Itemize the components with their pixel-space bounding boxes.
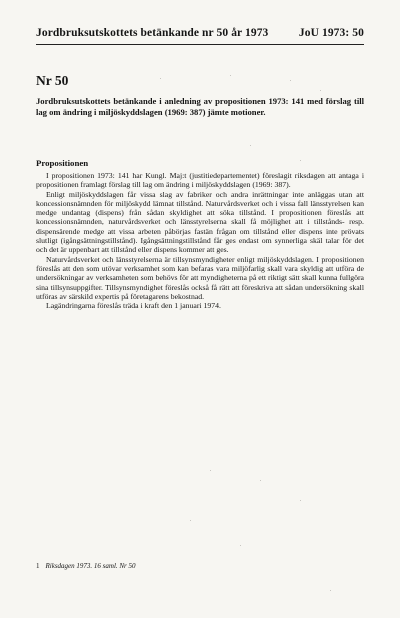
header-document-id: JoU 1973: 50 (298, 27, 364, 39)
paragraph: I propositionen 1973: 141 har Kungl. Maj:t (justitiedepartementet) föreslagit riksdagen att antaga i propositionen framlagt förslag till lag om ändring i miljöskyddslagen (1969: 387). (36, 171, 364, 190)
header-rule (36, 44, 364, 45)
section-body (36, 171, 364, 310)
footnote-text: Riksdagen 1973. 16 saml. Nr 50 (45, 562, 136, 570)
report-title: Jordbruksutskottets betänkande i anledning av propositionen 1973: 141 med förslag till lag om ändring i miljöskyddslagen (1969: 387) jämte motioner. (36, 96, 364, 118)
report-number: Nr 50 (36, 73, 69, 88)
section-heading: Propositionen (36, 158, 89, 168)
page-footnote (36, 562, 136, 570)
running-header (36, 27, 364, 39)
paragraph: Naturvårdsverket och länsstyrelserna är tillsynsmyndigheter enligt miljöskyddslagen. I propositionen föreslås att den som utövar verksamhet som kan befaras vara miljöfarlig skall vara skyldig att utföra de undersökningar av verksamheten som behövs för att myndigheterna på ett riktigt sätt skall kunna fullgöra sina tillsynsuppgifter. Tillsynsmyndighet föreslås också få rätt att föreskriva att sådan undersökning skall utföras av särskild expertis på företagarens bekostnad. (36, 254, 364, 301)
paragraph: Enligt miljöskyddslagen får vissa slag av fabriker och andra inrättningar inte anläggas utan att koncessionsnämnden för miljöskydd lämnat tillstånd. Naturvårdsverket och i vissa fall länsstyrelsen kan medge undantag (dispens) från sådan skyldighet att söka tillstånd. I propositionen föreslås att koncessionsnämnden, naturvårdsverket och länsstyrelserna skall få möjlighet att i tillstånds- resp. dispensärende medge att vissa arbeten påbörjas fastän frågan om tillstånd eller dispens inte prövats slutligt (igångsättningstillstånd). Igångsättningstillstånd får ges endast om synnerliga skäl talar för det och det är uppenbart att tillstånd eller dispens kommer att ges. (36, 189, 364, 255)
footnote-number: 1 (36, 562, 40, 570)
header-publication: Jordbruksutskottets betänkande nr 50 år 1973 (36, 27, 269, 39)
paragraph: Lagändringarna föreslås träda i kraft den 1 januari 1974. (46, 301, 221, 311)
